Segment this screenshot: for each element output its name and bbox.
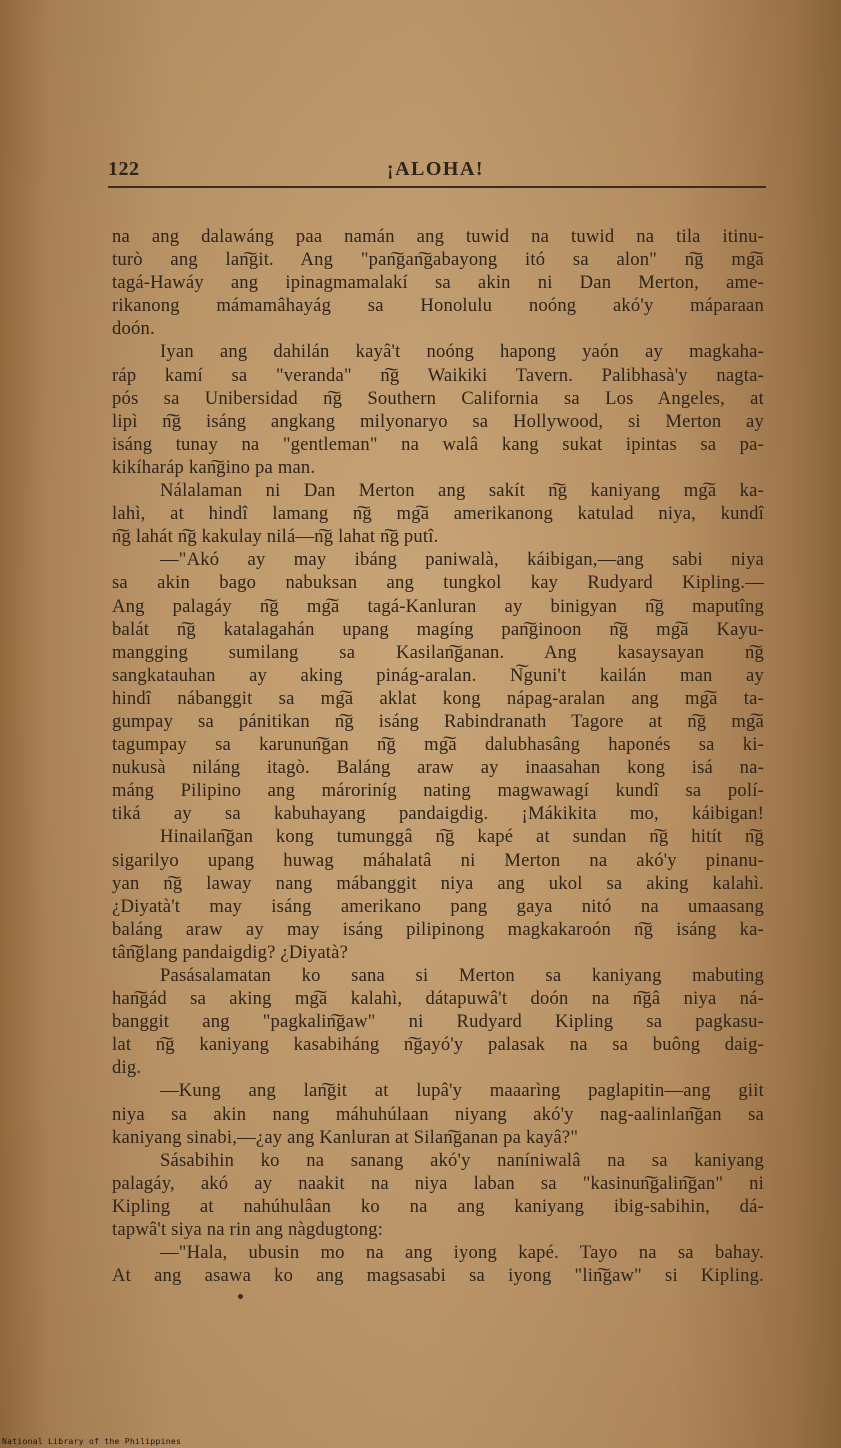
text-line: —"Akó ay may ibáng paniwalà, káibigan,—ang sabi niya <box>160 549 764 571</box>
text-line: lahì, at hindî lamang n͠g mg͠a amerikanong katulad niya, kundî <box>112 503 764 525</box>
text-line: Ang palagáy n͠g mg͠a tagá-Kanluran ay binigyan n͠g maputîng <box>112 595 764 617</box>
text-line: tagumpay sa karunun͠gan n͠g mg͠a dalubhasâng haponés sa ki- <box>112 734 764 756</box>
running-title: ¡ALOHA! <box>386 158 485 180</box>
text-line: kaniyang sinabi,—¿ay ang Kanluran at Silan͠ganan pa kayâ?" <box>112 1126 579 1148</box>
text-line: doón. <box>112 318 155 340</box>
text-line: tân͠glang pandaigdig? ¿Diyatà? <box>112 941 349 963</box>
text-line: ráp kamí sa "veranda" n͠g Waikiki Tavern. Palibhasà'y nagta- <box>112 364 764 386</box>
text-line: lat n͠g kaniyang kasabiháng n͠gayó'y palasak na sa buông daig- <box>112 1034 764 1056</box>
text-line: máng Pilipino ang mároriníg nating magwawagí kundî sa polí- <box>112 780 764 802</box>
text-line: Pasásalamatan ko sana si Merton sa kaniyang mabuting <box>160 965 764 986</box>
text-line: han͠gád sa aking mg͠a kalahì, dátapuwâ't doón na n͠gâ niya ná- <box>112 988 764 1010</box>
footer-credit: National Library of the Philippines <box>2 1437 182 1446</box>
text-line: sigarilyo upang huwag máhalatâ ni Merton na akó'y pinanu- <box>112 849 764 871</box>
text-line: nukusà niláng itagò. Baláng araw ay inaasahan kong isá na- <box>112 757 764 779</box>
text-line: isáng tunay na "gentleman" na walâ kang sukat ipintas sa pa- <box>112 433 764 455</box>
text-line: Sásabihin ko na sanang akó'y naníniwalâ na sa kaniyang <box>160 1149 764 1171</box>
text-line: na ang dalawáng paa namán ang tuwid na tuwid na tila itinu- <box>112 226 764 247</box>
text-line: Nálalaman ni Dan Merton ang sakít n͠g kaniyang mg͠a ka- <box>160 480 764 502</box>
text-line: rikanong mámamâhayág sa Honolulu noóng akó'y máparaan <box>112 295 764 317</box>
text-line: banggit ang "pagkalin͠gaw" ni Rudyard Kipling sa pagkasu- <box>112 1011 764 1033</box>
text-line: Kipling at nahúhulâan ko na ang kaniyang ibig-sabihin, dá- <box>112 1195 764 1217</box>
text-line: —Kung ang lan͠git at lupâ'y maaarìng paglapitin—ang giit <box>160 1080 764 1102</box>
text-line: hindî nábanggit sa mg͠a aklat kong nápag-aralan ang mg͠a ta- <box>112 687 764 709</box>
text-line: balát n͠g katalagahán upang magíng pan͠ginoon n͠g mg͠a Kayu- <box>112 618 764 640</box>
running-head <box>108 158 763 188</box>
page-number: 122 <box>108 158 140 180</box>
text-line: sa akin bago nabuksan ang tungkol kay Rudyard Kipling.— <box>112 572 764 594</box>
text-line: tiká ay sa kabuhayang pandaigdig. ¡Mákikita mo, káibigan! <box>112 803 764 825</box>
text-line: dig. <box>112 1057 142 1079</box>
text-line: turò ang lan͠git. Ang "pan͠gan͠gabayong itó sa alon" n͠g mg͠a <box>112 249 764 271</box>
text-line: Iyan ang dahilán kayâ't noóng hapong yaón ay magkaha- <box>160 341 764 363</box>
text-line: lipì n͠g isáng angkang milyonaryo sa Hollywood, si Merton ay <box>112 410 764 432</box>
text-line: ¿Diyatà't may isáng amerikano pang gaya nitó na umaasang <box>112 895 764 917</box>
text-line: n͠g lahát n͠g kakulay nilá—n͠g lahat n͠g putî. <box>112 526 439 548</box>
text-line: Hinailan͠gan kong tumunggâ n͠g kapé at sundan n͠g hitít n͠g <box>160 826 764 848</box>
text-line: At ang asawa ko ang magsasabi sa iyong "lin͠gaw" si Kipling. <box>112 1265 764 1287</box>
text-line: niya sa akin nang máhuhúlaan niyang akó'y nag-aalinlan͠gan sa <box>112 1103 764 1125</box>
text-line: palagáy, akó ay naakit na niya laban sa "kasinun͠galin͠gan" ni <box>112 1172 764 1194</box>
ink-dot <box>238 1294 243 1299</box>
body-text <box>112 225 764 1287</box>
text-line: kikíharáp kan͠gino pa man. <box>112 456 316 478</box>
text-line: pós sa Unibersidad n͠g Southern California sa Los Angeles, at <box>112 387 764 409</box>
text-line: tagá-Hawáy ang ipinagmamalakí sa akin ni Dan Merton, ame- <box>112 272 764 294</box>
text-line: yan n͠g laway nang mábanggit niya ang ukol sa aking kalahì. <box>112 872 764 894</box>
text-line: —"Hala, ubusin mo na ang iyong kapé. Tayo na sa bahay. <box>160 1242 764 1264</box>
text-line: mangging sumilang sa Kasilan͠ganan. Ang kasaysayan n͠g <box>112 641 764 663</box>
text-line: tapwâ't siya na rin ang nàgdugtong: <box>112 1219 384 1241</box>
text-line: baláng araw ay may isáng pilipinong magkakaroón n͠g isáng ka- <box>112 918 764 940</box>
header-rule <box>108 186 766 188</box>
text-line: sangkatauhan ay aking pinág-aralan. N͠guni't kailán man ay <box>112 664 764 686</box>
text-line: gumpay sa pánitikan n͠g isáng Rabindranath Tagore at n͠g mg͠a <box>112 710 764 732</box>
